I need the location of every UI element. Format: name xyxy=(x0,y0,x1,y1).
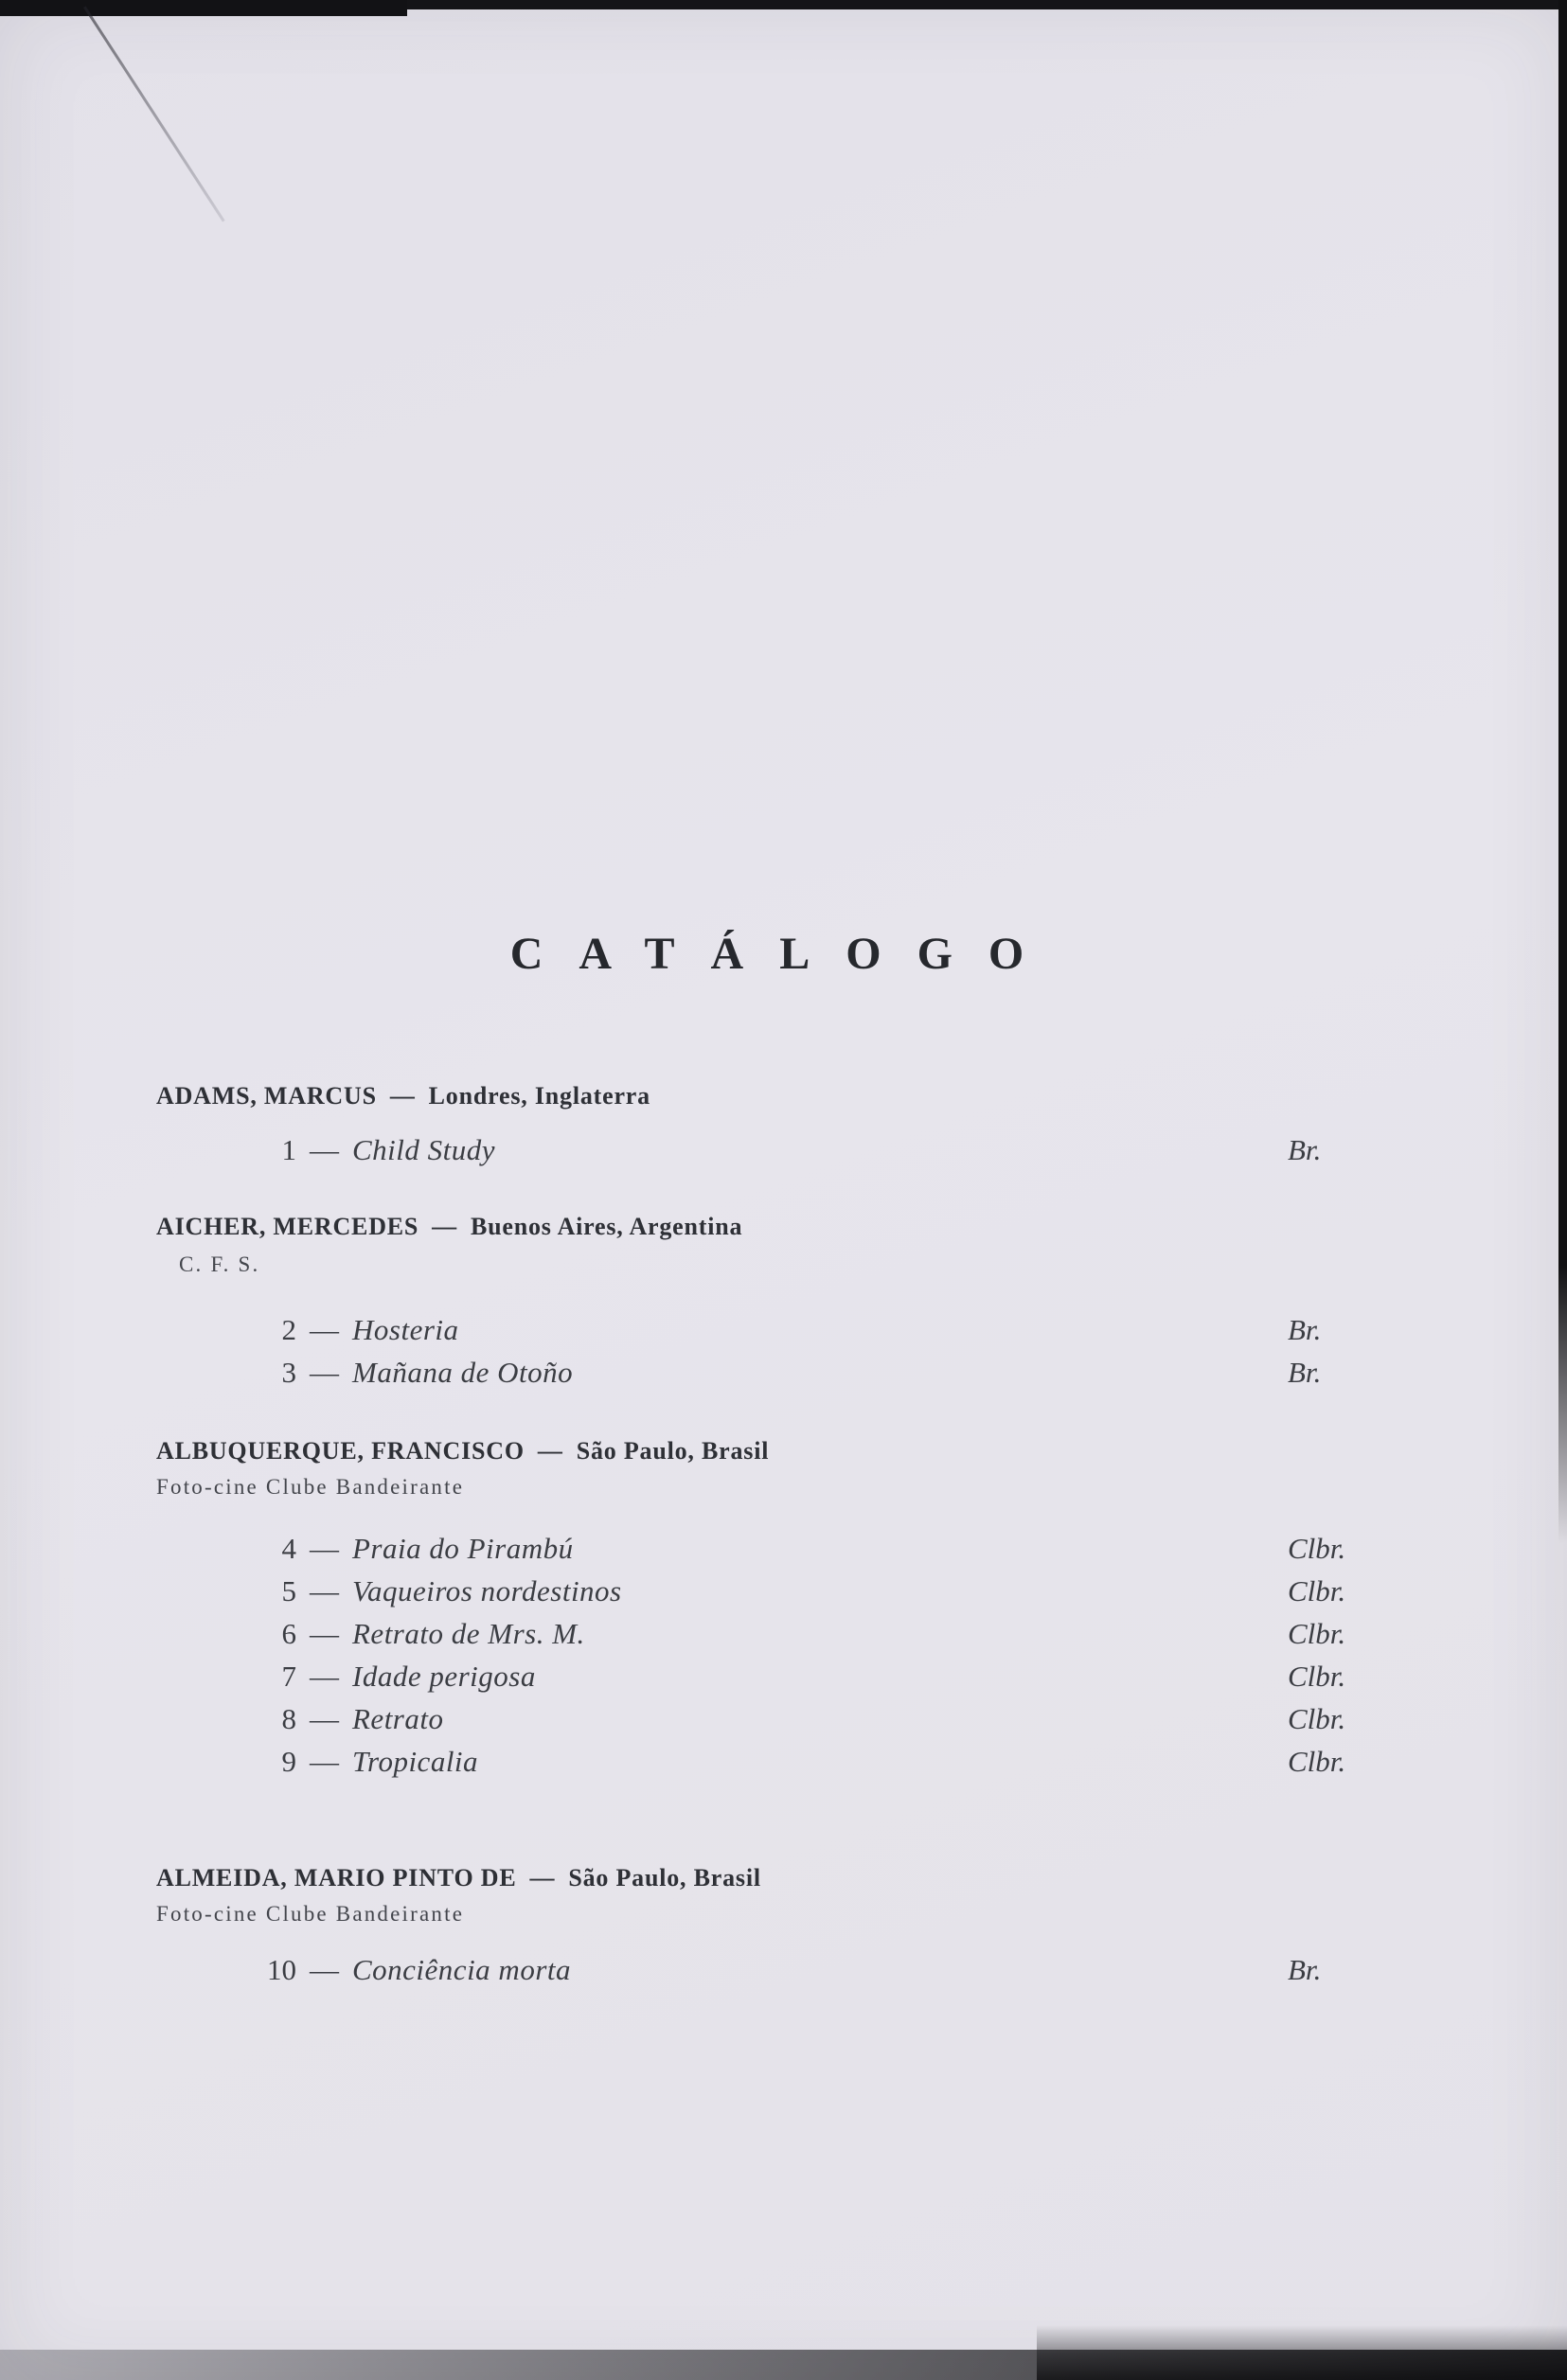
work-number: 6 xyxy=(281,1617,296,1650)
award-code: Br. xyxy=(1288,1953,1322,1986)
author-heading xyxy=(156,1436,1378,1466)
award-code: Clbr. xyxy=(1288,1702,1346,1735)
work-dash: — xyxy=(310,1660,339,1693)
work-number: 9 xyxy=(281,1745,296,1778)
work-dash: — xyxy=(310,1953,339,1986)
work-title: Retrato xyxy=(352,1702,444,1735)
work-title: Mañana de Otoño xyxy=(352,1356,574,1389)
work-row xyxy=(156,1616,1378,1651)
work-title: Child Study xyxy=(352,1133,496,1166)
page-title: CATÁLOGO xyxy=(509,929,1060,979)
work-row xyxy=(156,1312,1378,1347)
works-list xyxy=(156,1312,1378,1390)
work-row xyxy=(156,1701,1378,1736)
award-code: Br. xyxy=(1288,1133,1322,1166)
author-heading xyxy=(156,1863,1378,1893)
author-name: ADAMS, MARCUS xyxy=(156,1082,377,1110)
author-heading xyxy=(156,1081,1378,1111)
work-number: 7 xyxy=(281,1660,296,1693)
author-name: ALBUQUERQUE, FRANCISCO xyxy=(156,1437,525,1465)
works-list xyxy=(156,1531,1378,1779)
work-title: Retrato de Mrs. M. xyxy=(352,1617,585,1650)
work-number: 4 xyxy=(281,1532,296,1565)
catalog-entry xyxy=(156,1212,1378,1390)
work-number: 3 xyxy=(281,1356,296,1389)
work-number: 5 xyxy=(281,1574,296,1607)
award-code: Br. xyxy=(1288,1313,1322,1346)
page-content xyxy=(156,0,1378,2380)
work-row xyxy=(156,1744,1378,1779)
work-dash: — xyxy=(310,1532,339,1565)
work-dash: — xyxy=(310,1133,339,1166)
work-dash: — xyxy=(310,1574,339,1607)
award-code: Clbr. xyxy=(1288,1532,1346,1565)
catalog-entry xyxy=(156,1436,1378,1779)
work-number: 8 xyxy=(281,1702,296,1735)
award-code: Clbr. xyxy=(1288,1660,1346,1693)
award-code: Clbr. xyxy=(1288,1617,1346,1650)
heading-dash: — xyxy=(529,1864,556,1892)
catalog-entry xyxy=(156,1081,1378,1167)
work-title: Tropicalia xyxy=(352,1745,479,1778)
work-title: Conciência morta xyxy=(352,1953,571,1986)
club-line: Foto-cine Clube Bandeirante xyxy=(156,1902,465,1926)
award-code: Clbr. xyxy=(1288,1745,1346,1778)
work-number: 2 xyxy=(281,1313,296,1346)
work-title: Praia do Pirambú xyxy=(352,1532,574,1565)
catalog-entry xyxy=(156,1863,1378,1987)
award-code: Br. xyxy=(1288,1356,1322,1389)
club-line: Foto-cine Clube Bandeirante xyxy=(156,1475,465,1499)
author-location: Buenos Aires, Argentina xyxy=(470,1213,743,1240)
work-row xyxy=(156,1355,1378,1390)
works-list xyxy=(156,1952,1378,1987)
work-number: 10 xyxy=(267,1953,296,1986)
work-row xyxy=(156,1952,1378,1987)
heading-dash: — xyxy=(389,1082,416,1110)
work-dash: — xyxy=(310,1702,339,1735)
work-row xyxy=(156,1659,1378,1694)
award-code: Clbr. xyxy=(1288,1574,1346,1607)
work-dash: — xyxy=(310,1356,339,1389)
scan-right-edge xyxy=(1558,0,1567,1543)
author-name: ALMEIDA, MARIO PINTO DE xyxy=(156,1864,517,1892)
heading-dash: — xyxy=(537,1437,563,1465)
work-title: Hosteria xyxy=(352,1313,459,1346)
work-dash: — xyxy=(310,1313,339,1346)
author-location: Londres, Inglaterra xyxy=(428,1082,650,1110)
author-location: São Paulo, Brasil xyxy=(576,1437,770,1465)
author-location: São Paulo, Brasil xyxy=(568,1864,761,1892)
works-list xyxy=(156,1132,1378,1167)
work-row xyxy=(156,1132,1378,1167)
author-heading xyxy=(156,1212,1378,1242)
work-row xyxy=(156,1573,1378,1608)
work-number: 1 xyxy=(281,1133,296,1166)
work-dash: — xyxy=(310,1745,339,1778)
work-title: Idade perigosa xyxy=(352,1660,536,1693)
club-line: C. F. S. xyxy=(179,1252,260,1276)
work-row xyxy=(156,1531,1378,1566)
work-title: Vaqueiros nordestinos xyxy=(352,1574,622,1607)
heading-dash: — xyxy=(432,1213,457,1240)
work-dash: — xyxy=(310,1617,339,1650)
author-name: AICHER, MERCEDES xyxy=(156,1213,419,1240)
